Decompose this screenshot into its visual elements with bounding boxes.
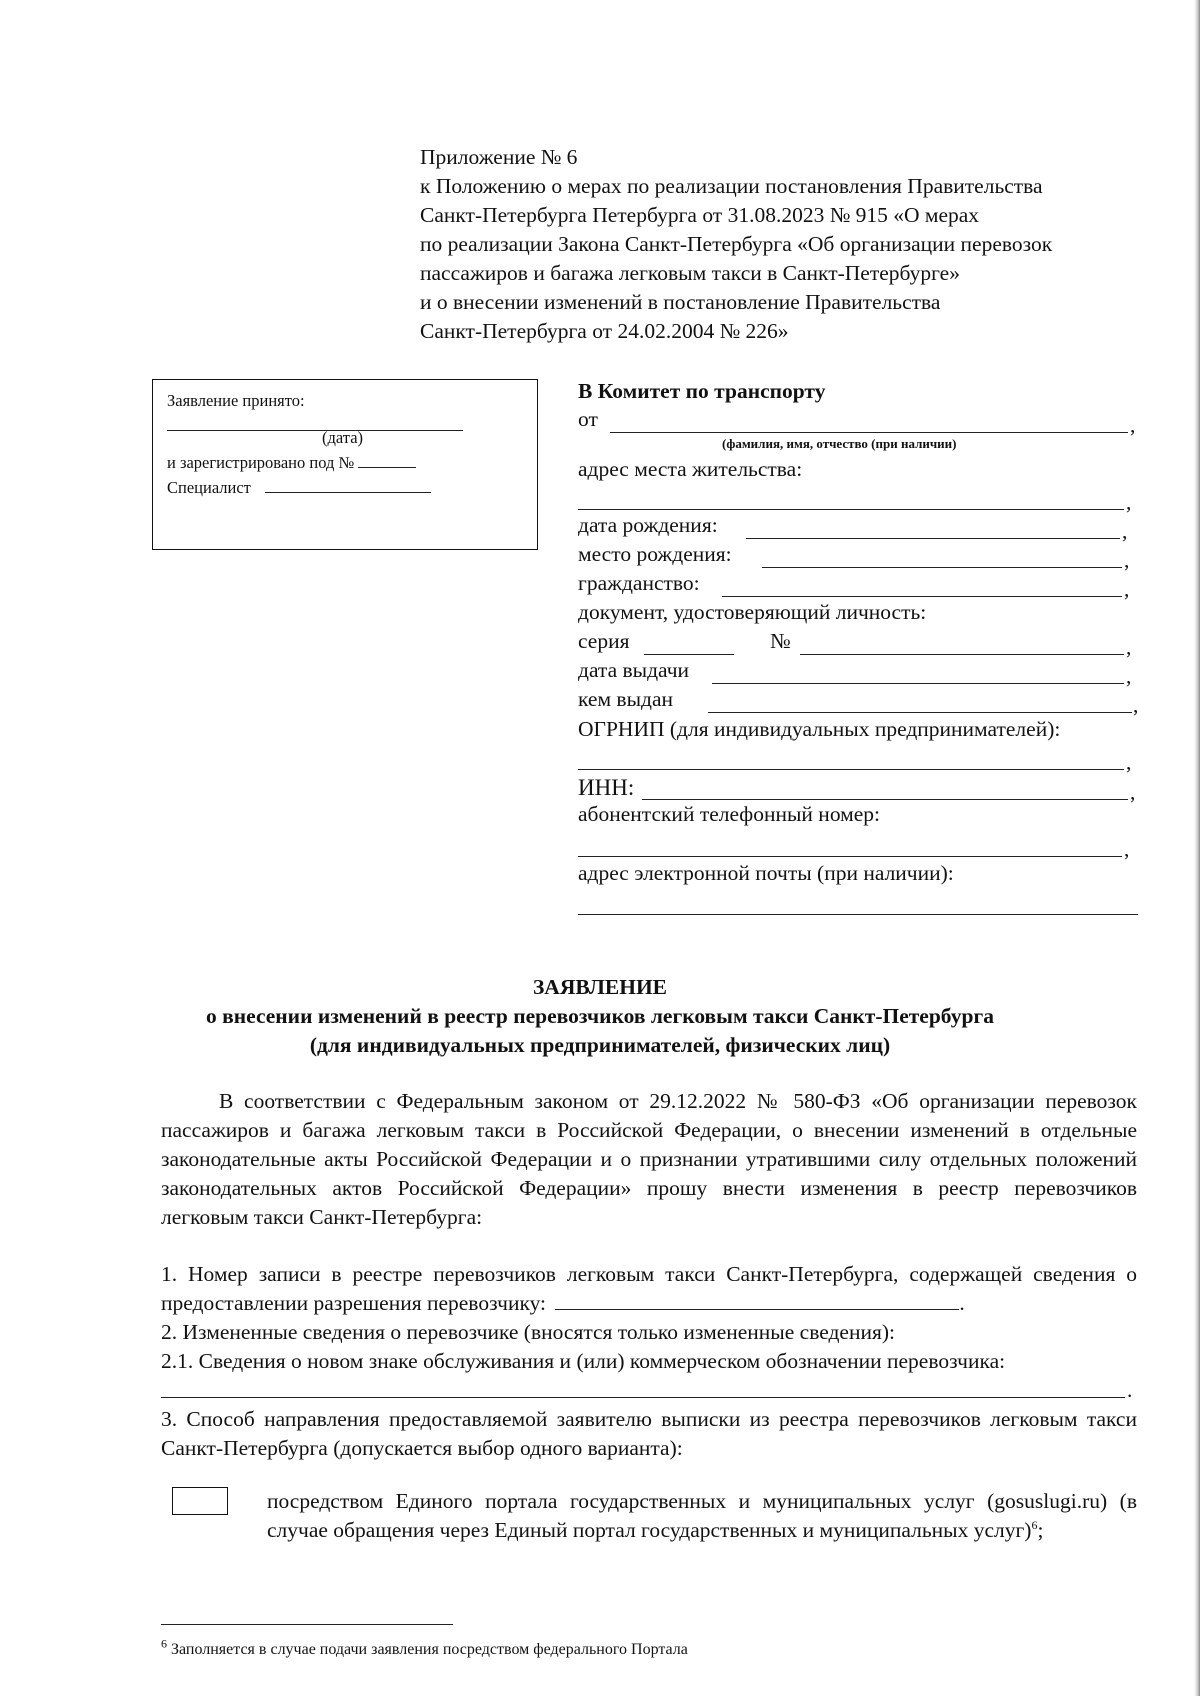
number-label: № [770, 629, 791, 653]
inn-label: ИНН: [578, 775, 635, 800]
receipt-specialist-field[interactable] [265, 492, 431, 493]
header-line: и о внесении изменений в постановление Правительства [420, 290, 941, 314]
document-subtitle: о внесении изменений в реестр перевозчиков легковым такси Санкт-Петербурга [206, 1004, 994, 1028]
comma: , [1126, 664, 1132, 688]
footnote-mark: 6 [161, 1636, 167, 1651]
comma: , [1126, 635, 1132, 659]
document-title: ЗАЯВЛЕНИЕ [532, 975, 668, 999]
header-line: к Положению о мерах по реализации постановления Правительства [420, 174, 1043, 198]
receipt-date-field[interactable] [167, 430, 463, 431]
footnote-reference: 6 [1031, 1517, 1038, 1532]
comma: , [1133, 693, 1139, 717]
document-subtitle-2: (для индивидуальных предпринимателей, физических лиц) [309, 1033, 891, 1057]
issue-date-label: дата выдачи [578, 658, 690, 682]
series-label: серия [578, 629, 630, 653]
doc-number-field[interactable] [800, 654, 1124, 655]
item-1-label: 1. Номер записи в реестре перевозчиков легковым такси Санкт-Петербурга, содержащей сведения о предоставлении разрешения перевозчику: [161, 1262, 1137, 1315]
birth-place-label: место рождения: [578, 542, 732, 566]
email-label: адрес электронной почты (при наличии): [578, 861, 954, 885]
comma: , [1124, 577, 1130, 601]
service-mark-field[interactable] [161, 1397, 1125, 1398]
header-line: Приложение № 6 [420, 145, 578, 169]
header-line: пассажиров и багажа легковым такси в Санкт-Петербурге» [420, 261, 960, 285]
address-field[interactable] [578, 509, 1124, 510]
fio-hint: (фамилия, имя, отчество (при наличии) [722, 436, 957, 451]
citizenship-label: гражданство: [578, 571, 700, 595]
receipt-registered-label: и зарегистрировано под № [167, 453, 355, 472]
receipt-stamp-box [152, 379, 538, 550]
receipt-accepted-label: Заявление принято: [167, 391, 305, 410]
comma: , [1122, 519, 1128, 543]
item-2-1-text: 2.1. Сведения о новом знаке обслуживания и (или) коммерческом обозначении перевозчика: [161, 1349, 1006, 1373]
appendix-header [420, 143, 1150, 346]
comma: , [1124, 837, 1130, 861]
item-2-text: 2. Измененные сведения о перевозчике (вносятся только измененные сведения): [161, 1320, 896, 1344]
header-line: по реализации Закона Санкт-Петербурга «Об организации перевозок [420, 232, 1053, 256]
addressee: В Комитет по транспорту [578, 379, 826, 403]
period: . [1127, 1378, 1133, 1402]
comma: , [1126, 490, 1132, 514]
header-line: Санкт-Петербурга от 24.02.2004 № 226» [420, 319, 789, 343]
portal-option-label: посредством Единого портала государственных и муниципальных услуг (gosuslugi.ru) (в случае обращения через Единый портал государственных и муниципальных услуг) [267, 1489, 1137, 1542]
portal-option-checkbox[interactable] [172, 1487, 228, 1515]
period: . [959, 1291, 965, 1315]
footnote [161, 1636, 688, 1661]
semicolon: ; [1037, 1518, 1044, 1542]
email-field[interactable] [578, 914, 1138, 915]
issue-date-field[interactable] [712, 683, 1124, 684]
comma: , [1130, 780, 1136, 804]
portal-option-text [267, 1487, 1137, 1545]
birth-date-label: дата рождения: [578, 513, 718, 537]
inn-field[interactable] [642, 799, 1128, 800]
birth-place-field[interactable] [762, 567, 1122, 568]
citizenship-field[interactable] [722, 596, 1122, 597]
comma: , [1126, 750, 1132, 774]
receipt-specialist-label: Специалист [167, 478, 251, 497]
comma: , [1124, 548, 1130, 572]
series-field[interactable] [644, 654, 734, 655]
footnote-text: Заполняется в случае подачи заявления посредством федерального Портала [167, 1641, 688, 1658]
birth-date-field[interactable] [746, 538, 1120, 539]
id-document-label: документ, удостоверяющий личность: [578, 600, 927, 624]
issued-by-label: кем выдан [578, 687, 674, 711]
issued-by-field[interactable] [708, 712, 1132, 713]
comma: , [1130, 413, 1136, 437]
ogrnip-label: ОГРНИП (для индивидуальных предпринимателей): [578, 717, 1061, 741]
receipt-specialist-row [167, 475, 523, 500]
receipt-registered-row [167, 450, 523, 475]
header-line: Санкт-Петербурга Петербурга от 31.08.2023 № 915 «О мерах [420, 203, 980, 227]
page-edge-shadow [1194, 0, 1200, 1696]
item-1-text [161, 1260, 1137, 1318]
footnote-separator [161, 1624, 453, 1625]
phone-label: абонентский телефонный номер: [578, 802, 881, 826]
receipt-date-label: (дата) [322, 428, 364, 447]
ogrnip-field[interactable] [578, 769, 1124, 770]
item-3-text: 3. Способ направления предоставляемой заявителю выписки из реестра перевозчиков легковым такси Санкт-Петербурга (допускается выбор одного варианта): [161, 1407, 1137, 1460]
receipt-number-field[interactable] [358, 467, 416, 468]
record-number-field[interactable] [555, 1309, 959, 1310]
phone-field[interactable] [578, 856, 1122, 857]
from-label: от [578, 407, 598, 431]
address-label: адрес места жительства: [578, 457, 803, 481]
intro-paragraph: В соответствии с Федеральным законом от 29.12.2022 № 580-ФЗ «Об организации перевозок пассажиров и багажа легковым такси в Российской Федерации, о внесении изменений в отдельные законодательные акты Российской Федерации и о признании утратившими силу отдельных положений законодательных актов Российской Федерации» прошу внести изменения в реестр перевозчиков легковым такси Санкт-Петербурга: [161, 1089, 1137, 1229]
fio-field[interactable] [610, 432, 1128, 433]
